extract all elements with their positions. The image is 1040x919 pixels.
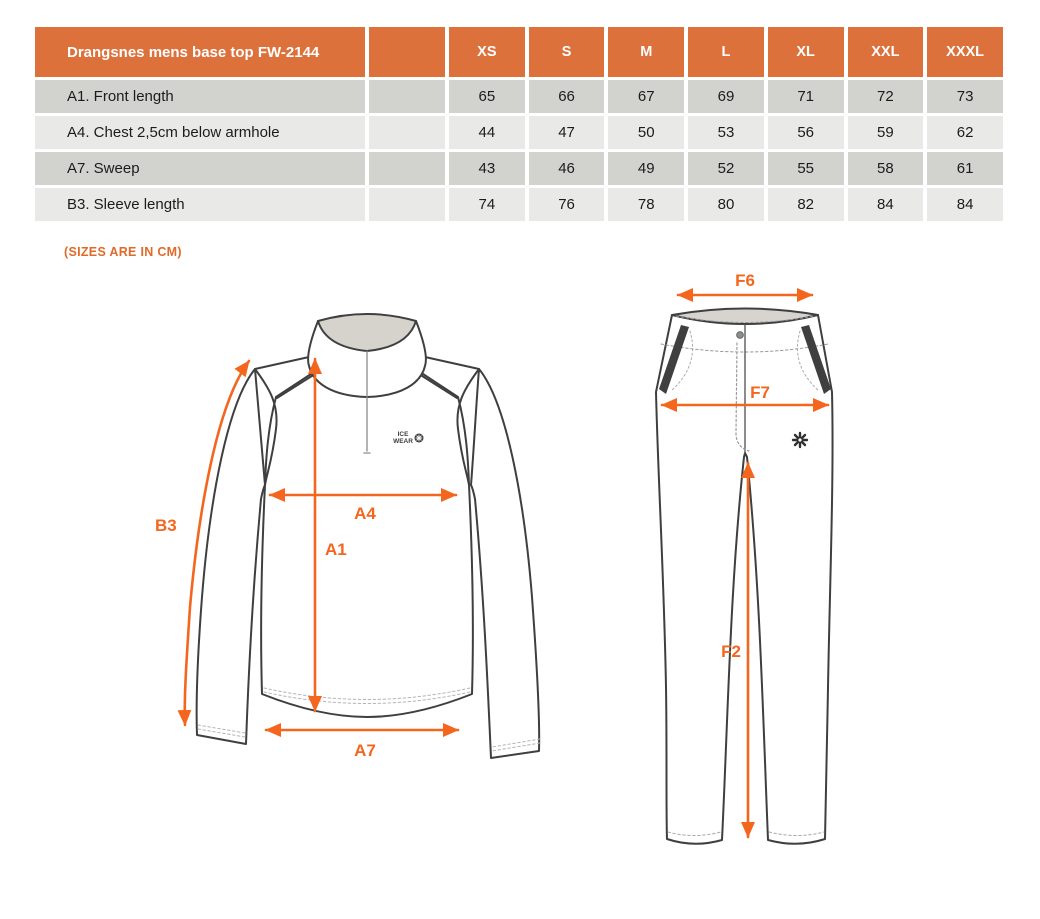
- garment-diagrams: [0, 267, 1040, 897]
- snowflake-icon: [415, 434, 424, 443]
- blank-cell: [369, 116, 445, 149]
- value-cell: 43: [449, 152, 525, 185]
- size-header-xxl: XXL: [848, 27, 924, 77]
- value-cell: 71: [768, 80, 844, 113]
- size-header-xxxl: XXXL: [927, 27, 1003, 77]
- value-cell: 61: [927, 152, 1003, 185]
- value-cell: 67: [608, 80, 684, 113]
- value-cell: 55: [768, 152, 844, 185]
- value-cell: 84: [927, 188, 1003, 221]
- b3-label: B3: [155, 516, 177, 535]
- blank-cell: [369, 188, 445, 221]
- value-cell: 52: [688, 152, 764, 185]
- pants-button: [737, 332, 744, 339]
- f7-label: F7: [750, 383, 770, 402]
- value-cell: 46: [529, 152, 605, 185]
- value-cell: 78: [608, 188, 684, 221]
- logo-text-line2: WEAR: [393, 438, 413, 445]
- value-cell: 47: [529, 116, 605, 149]
- measure-label-cell: A7. Sweep: [35, 152, 365, 185]
- value-cell: 53: [688, 116, 764, 149]
- value-cell: 65: [449, 80, 525, 113]
- f2-label: F2: [721, 642, 741, 661]
- blank-cell: [369, 152, 445, 185]
- value-cell: 80: [688, 188, 764, 221]
- value-cell: 56: [768, 116, 844, 149]
- a4-label: A4: [354, 504, 376, 523]
- diagrams-svg: [0, 267, 1040, 892]
- value-cell: 73: [927, 80, 1003, 113]
- size-header-xs: XS: [449, 27, 525, 77]
- size-header-l: L: [688, 27, 764, 77]
- base-top-diagram: [155, 314, 540, 760]
- table-row: [35, 80, 1003, 113]
- pants-diagram: [656, 271, 833, 844]
- size-header-xl: XL: [768, 27, 844, 77]
- size-guide-page: [0, 24, 1040, 919]
- value-cell: 72: [848, 80, 924, 113]
- pants-outline: [656, 315, 833, 844]
- table-row: [35, 116, 1003, 149]
- value-cell: 69: [688, 80, 764, 113]
- logo-text-line1: ICE: [397, 431, 409, 438]
- snowflake-icon: [793, 433, 807, 447]
- value-cell: 62: [927, 116, 1003, 149]
- size-chart-table: [31, 24, 1007, 224]
- value-cell: 76: [529, 188, 605, 221]
- top-right-sleeve: [471, 369, 539, 758]
- value-cell: 49: [608, 152, 684, 185]
- size-header-m: M: [608, 27, 684, 77]
- value-cell: 50: [608, 116, 684, 149]
- value-cell: 74: [449, 188, 525, 221]
- table-header-row: [35, 27, 1003, 77]
- sizes-unit-note: (SIZES ARE IN CM): [64, 245, 182, 259]
- value-cell: 59: [848, 116, 924, 149]
- table-row: [35, 188, 1003, 221]
- measure-label-cell: B3. Sleeve length: [35, 188, 365, 221]
- product-title: Drangsnes mens base top FW-2144: [35, 27, 365, 77]
- table-row: [35, 152, 1003, 185]
- measure-label-cell: A1. Front length: [35, 80, 365, 113]
- value-cell: 66: [529, 80, 605, 113]
- measure-label-cell: A4. Chest 2,5cm below armhole: [35, 116, 365, 149]
- value-cell: 58: [848, 152, 924, 185]
- value-cell: 44: [449, 116, 525, 149]
- f6-label: F6: [735, 271, 755, 290]
- top-left-sleeve: [197, 369, 265, 744]
- value-cell: 84: [848, 188, 924, 221]
- size-header-s: S: [529, 27, 605, 77]
- value-cell: 82: [768, 188, 844, 221]
- a1-label: A1: [325, 540, 347, 559]
- a7-label: A7: [354, 741, 376, 760]
- blank-header-cell: [369, 27, 445, 77]
- blank-cell: [369, 80, 445, 113]
